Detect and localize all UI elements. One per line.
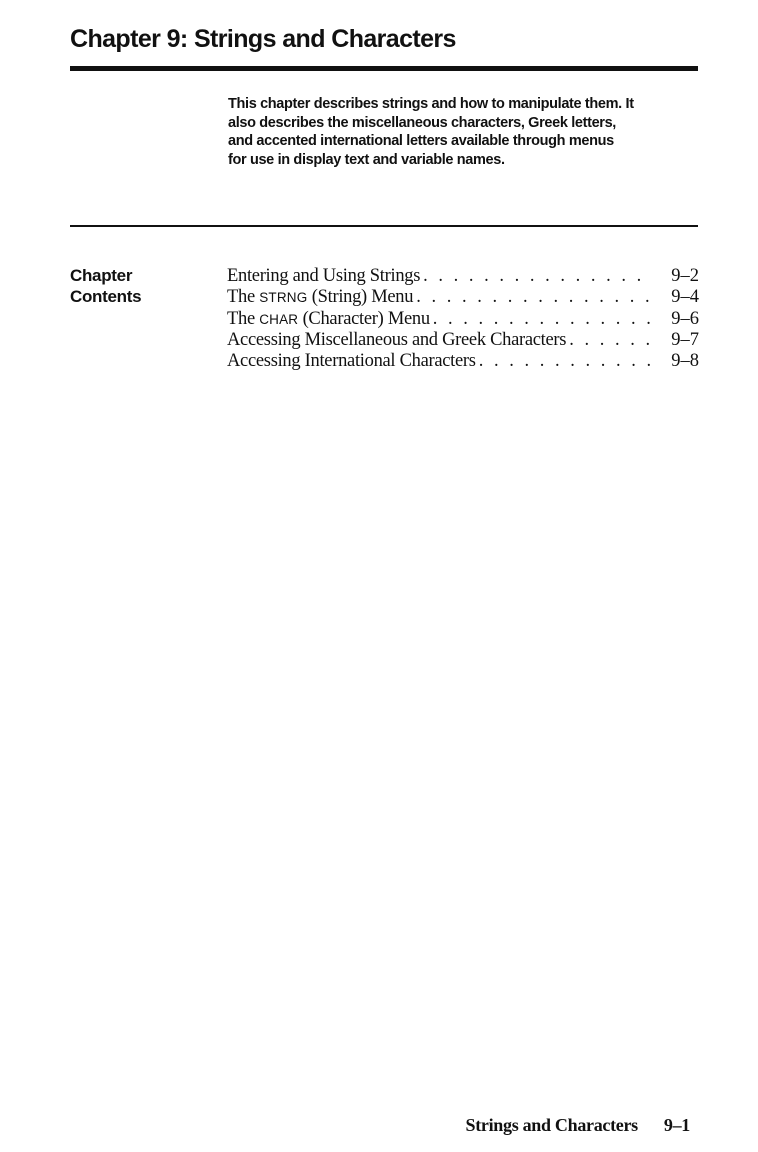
toc-entry-title: Accessing Miscellaneous and Greek Characters [227,330,567,351]
toc-entry-greek-characters[interactable] [227,330,699,351]
char-menu-key: CHAR [259,311,299,327]
toc-entry-suffix: (String) Menu [307,286,414,307]
toc-entry-prefix: The [227,286,260,307]
toc-entry-entering-strings[interactable] [227,266,699,287]
intro-line: and accented international letters available through menus [228,133,614,149]
footer-section-title: Strings and Characters [465,1115,638,1135]
footer-page-number: 9–1 [663,1115,690,1135]
toc-entry-international-characters[interactable] [227,351,699,372]
strng-menu-key: STRNG [259,289,308,305]
heading-line: Contents [70,287,142,306]
toc-entry-title: Accessing International Characters [227,351,476,372]
dot-leader [416,287,653,308]
chapter-contents-heading [70,265,141,307]
intro-line: This chapter describes strings and how to manipulate them. It [228,96,634,112]
heading-line: Chapter [70,266,133,285]
toc-entry-title [227,287,413,309]
intro-line: also describes the miscellaneous characters, Greek letters, [228,114,616,131]
section-rule [70,225,698,227]
toc-page-number: 9–7 [671,330,699,351]
title-rule [70,66,698,71]
toc-entry-char-menu[interactable] [227,309,699,331]
intro-line: for use in display text and variable names. [228,151,505,168]
dot-leader [479,351,653,372]
toc-entry-title: Entering and Using Strings [227,266,421,286]
chapter-title: Chapter 9: Strings and Characters [70,25,456,53]
dot-leader [433,309,653,330]
toc-entry-suffix: (Character) Menu [298,308,430,329]
toc-page-number: 9–8 [671,351,699,372]
toc-page-number: 9–4 [671,286,699,307]
toc-entry-title [227,309,430,331]
table-of-contents [227,266,699,372]
dot-leader [569,330,653,351]
dot-leader [423,266,653,287]
chapter-intro [228,95,698,169]
toc-entry-prefix: The [227,308,260,329]
toc-entry-strng-menu[interactable] [227,287,699,309]
page-footer [465,1115,690,1136]
toc-page-number: 9–6 [671,308,699,329]
toc-page-number: 9–2 [671,266,699,286]
